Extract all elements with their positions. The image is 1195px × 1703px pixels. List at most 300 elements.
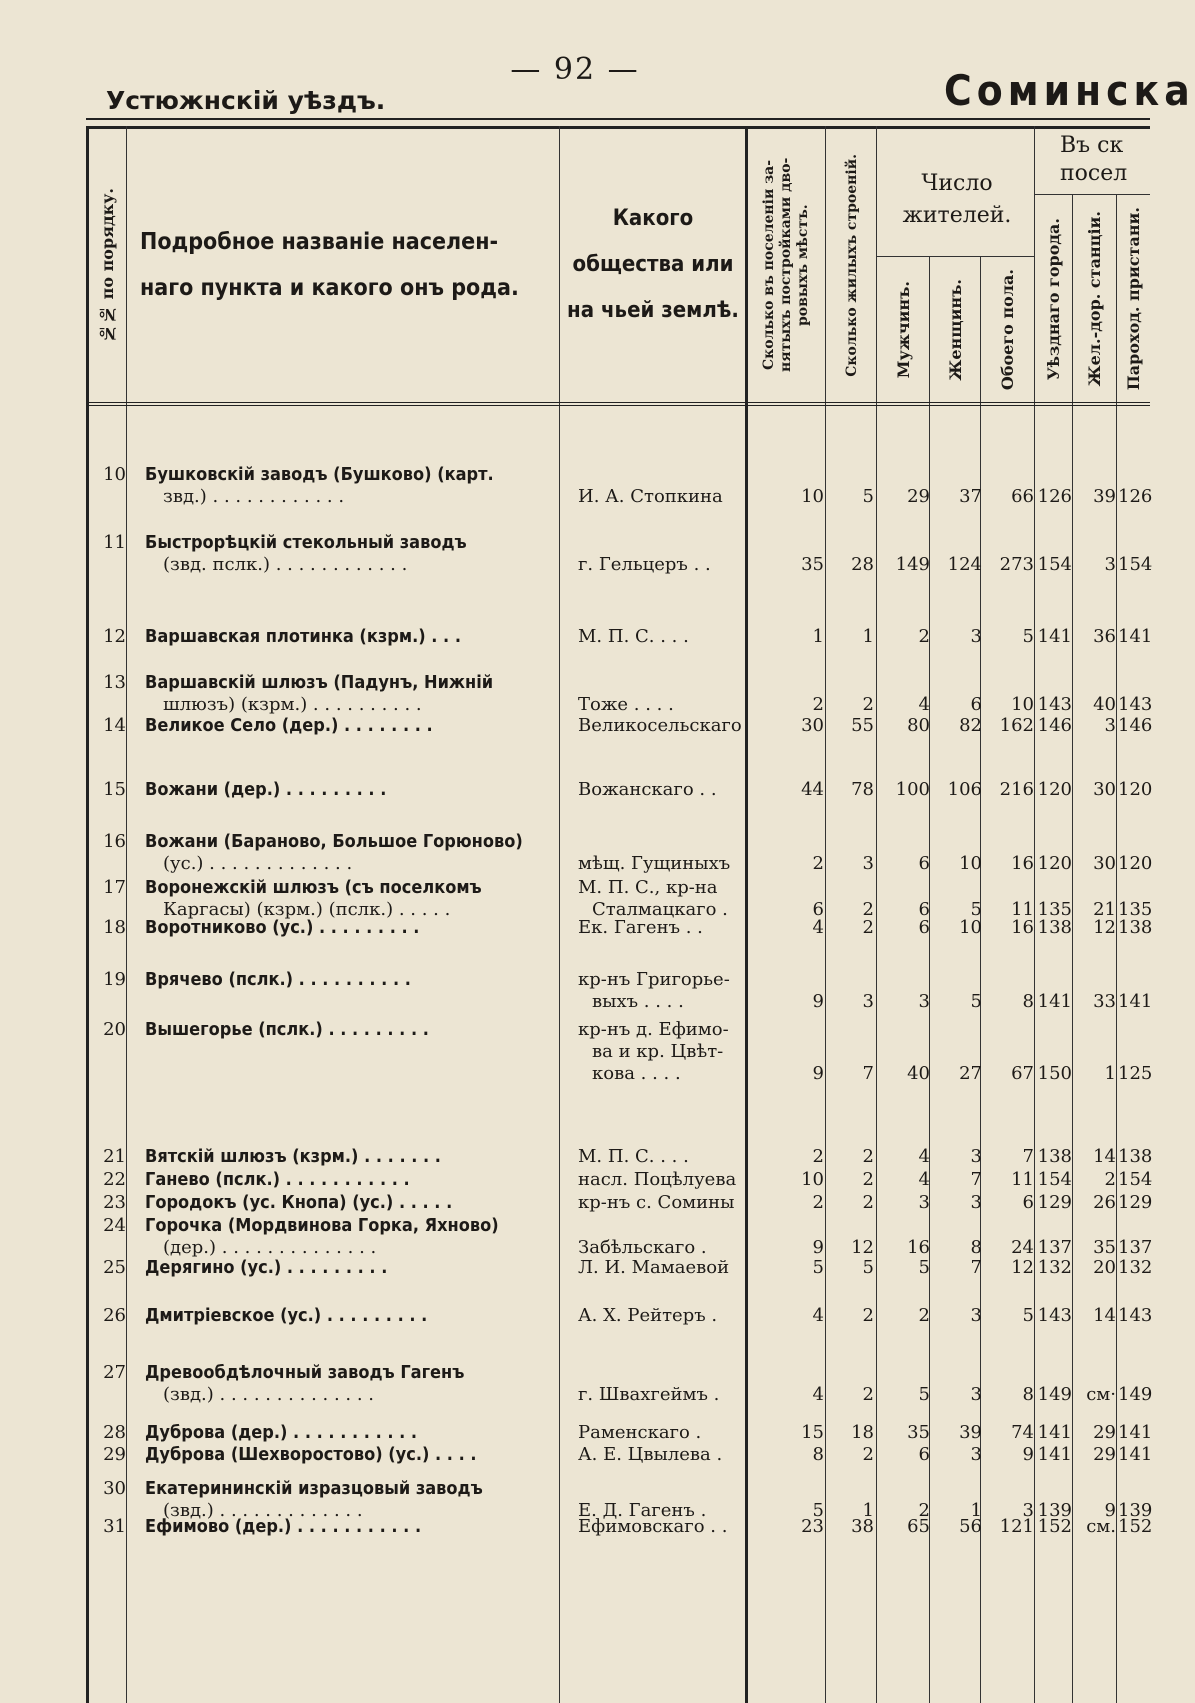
place-name [145, 715, 555, 737]
town-distance: 143 [1037, 1305, 1072, 1326]
buildings-value: 2 [862, 1384, 874, 1405]
rail-distance: 26 [1093, 1192, 1116, 1213]
owner-line: Тоже . . . . [578, 694, 674, 715]
row-number: 25 [103, 1257, 126, 1278]
pier-distance: 141 [1118, 626, 1153, 647]
owner-line: г. Гельцеръ . . [578, 554, 711, 575]
header-num: №№ по порядку. [97, 187, 117, 343]
owner [578, 1257, 746, 1279]
owner-line: Сталмацкаго . [592, 899, 728, 920]
households-value: 2 [812, 1146, 824, 1167]
buildings-value: 2 [862, 1192, 874, 1213]
total-value: 9 [1022, 1444, 1034, 1465]
row-number: 29 [103, 1444, 126, 1465]
row-number: 13 [103, 672, 126, 693]
pier-distance: 129 [1118, 1192, 1153, 1213]
pier-distance: 132 [1118, 1257, 1153, 1278]
owner-line: мѣщ. Гущиныхъ [578, 853, 731, 874]
rail-distance: 9 [1104, 1500, 1116, 1521]
owner [578, 715, 746, 737]
female-value: 10 [959, 917, 982, 938]
buildings-value: 1 [862, 1500, 874, 1521]
place-name-sub: шлюзъ) (кзрм.) . . . . . . . . . . [163, 694, 422, 715]
buildings-value: 12 [851, 1237, 874, 1258]
male-value: 4 [918, 694, 930, 715]
col-line [980, 256, 981, 1703]
pier-distance: 154 [1118, 1169, 1153, 1190]
town-distance: 141 [1037, 1422, 1072, 1443]
header-bottom-rule [86, 402, 1150, 406]
row-number: 16 [103, 831, 126, 852]
households-value: 15 [801, 1422, 824, 1443]
row-number: 15 [103, 779, 126, 800]
male-value: 4 [918, 1146, 930, 1167]
row-number: 27 [103, 1362, 126, 1383]
households-value: 10 [801, 1169, 824, 1190]
households-value: 9 [812, 1237, 824, 1258]
total-value: 7 [1022, 1146, 1034, 1167]
buildings-value: 5 [862, 1257, 874, 1278]
place-name-line: Дуброва (Шехворостово) (ус.) . . . . [145, 1444, 477, 1465]
rail-distance: 30 [1093, 779, 1116, 800]
owner [578, 853, 746, 875]
pier-distance: 126 [1118, 486, 1153, 507]
owner [578, 1019, 746, 1085]
place-name [145, 1444, 555, 1466]
buildings-value: 5 [862, 486, 874, 507]
owner [578, 1237, 746, 1259]
place-name-line: Вышегорье (пслк.) . . . . . . . . . [145, 1019, 429, 1040]
buildings-value: 3 [862, 991, 874, 1012]
rail-distance: 1 [1104, 1063, 1116, 1084]
owner [578, 1169, 746, 1191]
pier-distance: 138 [1118, 917, 1153, 938]
rail-distance: 12 [1093, 917, 1116, 938]
female-value: 5 [970, 899, 982, 920]
buildings-value: 38 [851, 1516, 874, 1537]
place-name-line: Дерягино (ус.) . . . . . . . . . [145, 1257, 388, 1278]
owner [578, 969, 746, 1013]
households-value: 1 [812, 626, 824, 647]
total-value: 216 [999, 779, 1034, 800]
households-value: 44 [801, 779, 824, 800]
total-value: 74 [1011, 1422, 1034, 1443]
place-name [145, 1362, 555, 1406]
owner [578, 554, 746, 576]
households-value: 10 [801, 486, 824, 507]
pier-distance: 137 [1118, 1237, 1153, 1258]
female-value: 39 [959, 1422, 982, 1443]
female-value: 27 [959, 1063, 982, 1084]
rail-distance: 3 [1104, 715, 1116, 736]
owner-line: Е. Д. Гагенъ . [578, 1500, 707, 1521]
place-name [145, 831, 555, 875]
male-value: 2 [918, 626, 930, 647]
male-value: 3 [918, 1192, 930, 1213]
owner [578, 1146, 746, 1168]
owner-line: И. А. Стопкина [578, 486, 723, 507]
female-value: 5 [970, 991, 982, 1012]
header-pier: Пароход. пристани. [1124, 207, 1143, 391]
total-value: 16 [1011, 853, 1034, 874]
households-value: 4 [812, 1305, 824, 1326]
place-name-line: Ганево (пслк.) . . . . . . . . . . . [145, 1169, 410, 1190]
place-name [145, 626, 555, 648]
town-distance: 141 [1037, 1444, 1072, 1465]
place-name-line: Вятскій шлюзъ (кзрм.) . . . . . . . [145, 1146, 441, 1167]
col-line [559, 126, 560, 1703]
rail-distance: 20 [1093, 1257, 1116, 1278]
households-value: 9 [812, 991, 824, 1012]
owner-line: Раменскаго . [578, 1422, 702, 1443]
male-value: 6 [918, 917, 930, 938]
header-name: Подробное названіе населен- наго пункта и какого онъ рода. [140, 229, 519, 301]
place-name-line: Быстрорѣцкій стекольный заводъ [145, 532, 467, 553]
female-value: 10 [959, 853, 982, 874]
district-title: Устюжнскій уѣздъ. [106, 86, 386, 115]
total-value: 11 [1011, 1169, 1034, 1190]
owner [578, 486, 746, 508]
rail-distance: 40 [1093, 694, 1116, 715]
place-name-line: Ефимово (дер.) . . . . . . . . . . . [145, 1516, 422, 1537]
buildings-value: 1 [862, 626, 874, 647]
female-value: 6 [970, 694, 982, 715]
owner-line: М. П. С. . . . [578, 1146, 689, 1167]
female-value: 124 [947, 554, 982, 575]
place-name-line: Воронежскій шлюзъ (съ поселкомъ [145, 877, 482, 898]
rail-distance: 36 [1093, 626, 1116, 647]
volost-title: Соминска [944, 66, 1195, 115]
town-distance: 150 [1037, 1063, 1072, 1084]
total-value: 10 [1011, 694, 1034, 715]
owner-line: кр-нъ Григорье- [578, 969, 730, 990]
place-name [145, 1169, 555, 1191]
pier-distance: 138 [1118, 1146, 1153, 1167]
buildings-value: 55 [851, 715, 874, 736]
female-value: 7 [970, 1169, 982, 1190]
owner [578, 1444, 746, 1466]
total-value: 24 [1011, 1237, 1034, 1258]
place-name-sub: (ус.) . . . . . . . . . . . . . [163, 853, 353, 874]
owner-line: М. П. С., кр-на [578, 877, 718, 898]
total-value: 162 [999, 715, 1034, 736]
rail-distance: 29 [1093, 1444, 1116, 1465]
female-value: 82 [959, 715, 982, 736]
rail-distance: 29 [1093, 1422, 1116, 1443]
row-number: 19 [103, 969, 126, 990]
rail-distance: 21 [1093, 899, 1116, 920]
female-value: 7 [970, 1257, 982, 1278]
male-value: 4 [918, 1169, 930, 1190]
buildings-value: 2 [862, 1444, 874, 1465]
col-line [126, 126, 127, 1703]
place-name-sub: (звд. пслк.) . . . . . . . . . . . . [163, 554, 408, 575]
households-value: 2 [812, 1192, 824, 1213]
place-name-line: Варшавская плотинка (кзрм.) . . . [145, 626, 461, 647]
place-name-line: Воротниково (ус.) . . . . . . . . . [145, 917, 420, 938]
rail-distance: 14 [1093, 1305, 1116, 1326]
header-owner: Какого общества или на чьей землѣ. [567, 206, 739, 323]
town-distance: 135 [1037, 899, 1072, 920]
buildings-value: 7 [862, 1063, 874, 1084]
male-value: 5 [918, 1384, 930, 1405]
female-value: 106 [947, 779, 982, 800]
owner-line: А. Е. Цвылева . [578, 1444, 723, 1465]
buildings-value: 2 [862, 1146, 874, 1167]
owner [578, 1422, 746, 1444]
place-name-line: Горочка (Мордвинова Горка, Яхново) [145, 1215, 499, 1236]
buildings-value: 2 [862, 1305, 874, 1326]
pier-distance: 120 [1118, 779, 1153, 800]
male-value: 3 [918, 991, 930, 1012]
header-buildings: Сколько жилыхъ строеній. [844, 153, 860, 377]
male-value: 5 [918, 1257, 930, 1278]
owner-line: Забѣльскаго . [578, 1237, 707, 1258]
owner-line: М. П. С. . . . [578, 626, 689, 647]
total-value: 6 [1022, 1192, 1034, 1213]
row-number: 30 [103, 1478, 126, 1499]
town-distance: 126 [1037, 486, 1072, 507]
male-value: 35 [907, 1422, 930, 1443]
place-name-line: Дуброва (дер.) . . . . . . . . . . . [145, 1422, 418, 1443]
town-distance: 120 [1037, 853, 1072, 874]
buildings-value: 2 [862, 899, 874, 920]
female-value: 1 [970, 1500, 982, 1521]
col-line [929, 256, 930, 1703]
row-number: 11 [103, 532, 126, 553]
households-value: 8 [812, 1444, 824, 1465]
owner [578, 779, 746, 801]
buildings-value: 2 [862, 1169, 874, 1190]
pier-distance: 149 [1118, 1384, 1153, 1405]
pier-distance: 120 [1118, 853, 1153, 874]
households-value: 2 [812, 853, 824, 874]
total-value: 273 [999, 554, 1034, 575]
households-value: 30 [801, 715, 824, 736]
male-value: 29 [907, 486, 930, 507]
female-value: 3 [970, 1305, 982, 1326]
owner-line: Великосельскаго [578, 715, 742, 736]
place-name-sub: (звд.) . . . . . . . . . . . . . . [163, 1384, 375, 1405]
town-distance: 132 [1037, 1257, 1072, 1278]
place-name [145, 779, 555, 801]
female-value: 3 [970, 1384, 982, 1405]
owner-line: кр-нъ д. Ефимо- [578, 1019, 729, 1040]
pier-distance: 154 [1118, 554, 1153, 575]
male-value: 16 [907, 1237, 930, 1258]
place-name-line: Городокъ (ус. Кнопа) (ус.) . . . . . [145, 1192, 453, 1213]
male-value: 6 [918, 899, 930, 920]
male-value: 65 [907, 1516, 930, 1537]
place-name-line: Врячево (пслк.) . . . . . . . . . . [145, 969, 411, 990]
place-name-sub: (дер.) . . . . . . . . . . . . . . [163, 1237, 377, 1258]
col-line [1034, 126, 1035, 1703]
header-rail: Жел.-дор. станціи. [1085, 211, 1104, 387]
rail-distance: см. [1086, 1516, 1116, 1537]
place-name-sub: Каргасы) (кзрм.) (пслк.) . . . . . [163, 899, 451, 920]
male-value: 100 [895, 779, 930, 800]
place-name [145, 1422, 555, 1444]
owner [578, 877, 746, 921]
row-number: 14 [103, 715, 126, 736]
female-value: 37 [959, 486, 982, 507]
header-inhabitants: Число жителей. [902, 171, 1012, 228]
pier-distance: 139 [1118, 1500, 1153, 1521]
town-distance: 137 [1037, 1237, 1072, 1258]
households-value: 9 [812, 1063, 824, 1084]
owner-line: А. Х. Рейтеръ . [578, 1305, 718, 1326]
rail-distance: 2 [1104, 1169, 1116, 1190]
row-number: 21 [103, 1146, 126, 1167]
female-value: 8 [970, 1237, 982, 1258]
buildings-value: 2 [862, 694, 874, 715]
households-value: 5 [812, 1257, 824, 1278]
owner-line: Л. И. Мамаевой [578, 1257, 730, 1278]
place-name-line: Великое Село (дер.) . . . . . . . . [145, 715, 433, 736]
rail-distance: 30 [1093, 853, 1116, 874]
place-name [145, 1019, 555, 1041]
owner-line: кова . . . . [592, 1063, 681, 1084]
total-value: 16 [1011, 917, 1034, 938]
buildings-value: 78 [851, 779, 874, 800]
row-number: 10 [103, 464, 126, 485]
top-rule [86, 118, 1150, 120]
town-distance: 154 [1037, 1169, 1072, 1190]
row-number: 24 [103, 1215, 126, 1236]
total-value: 121 [999, 1516, 1034, 1537]
col-line [825, 126, 826, 1703]
pier-distance: 143 [1118, 694, 1153, 715]
buildings-value: 2 [862, 917, 874, 938]
rail-distance: 39 [1093, 486, 1116, 507]
place-name-line: Дмитріевское (ус.) . . . . . . . . . [145, 1305, 428, 1326]
row-number: 18 [103, 917, 126, 938]
pier-distance: 143 [1118, 1305, 1153, 1326]
rail-distance: 3 [1104, 554, 1116, 575]
owner-line: выхъ . . . . [592, 991, 684, 1012]
buildings-value: 3 [862, 853, 874, 874]
total-value: 11 [1011, 899, 1034, 920]
rail-distance: 35 [1093, 1237, 1116, 1258]
place-name [145, 877, 555, 921]
row-number: 31 [103, 1516, 126, 1537]
male-value: 40 [907, 1063, 930, 1084]
place-name-sub: (звд.) . . . . . . . . . . . . . [163, 1500, 363, 1521]
row-number: 22 [103, 1169, 126, 1190]
place-name [145, 1215, 555, 1259]
owner [578, 694, 746, 716]
pier-distance: 152 [1118, 1516, 1153, 1537]
place-name-line: Бушковскій заводъ (Бушково) (карт. [145, 464, 494, 485]
total-value: 66 [1011, 486, 1034, 507]
header-male: Мужчинъ. [893, 281, 913, 379]
households-value: 23 [801, 1516, 824, 1537]
buildings-value: 18 [851, 1422, 874, 1443]
place-name-sub: звд.) . . . . . . . . . . . . [163, 486, 345, 507]
rail-distance: см· [1086, 1384, 1116, 1405]
header-distance: Въ ск посел [1060, 133, 1128, 186]
town-distance: 154 [1037, 554, 1072, 575]
pier-distance: 141 [1118, 1422, 1153, 1443]
owner-line: г. Швахгеймъ . [578, 1384, 720, 1405]
row-number: 28 [103, 1422, 126, 1443]
header-subline [876, 256, 1034, 257]
pier-distance: 141 [1118, 991, 1153, 1012]
total-value: 5 [1022, 1305, 1034, 1326]
row-number: 26 [103, 1305, 126, 1326]
male-value: 2 [918, 1305, 930, 1326]
town-distance: 146 [1037, 715, 1072, 736]
town-distance: 138 [1037, 917, 1072, 938]
owner-line: насл. Поцѣлуева [578, 1169, 737, 1190]
row-number: 12 [103, 626, 126, 647]
col-line [1072, 194, 1073, 1703]
households-value: 4 [812, 1384, 824, 1405]
place-name [145, 1516, 555, 1538]
header-households: Сколько въ поселеніи за- нятыхъ постройками дво- ровыхъ мѣстъ. [761, 157, 811, 373]
place-name [145, 464, 555, 508]
female-value: 3 [970, 1192, 982, 1213]
pier-distance: 146 [1118, 715, 1153, 736]
households-value: 6 [812, 899, 824, 920]
owner [578, 917, 746, 939]
female-value: 3 [970, 1146, 982, 1167]
place-name [145, 532, 555, 576]
place-name-line: Древообдѣлочный заводъ Гагенъ [145, 1362, 465, 1383]
owner [578, 1516, 746, 1538]
owner-line: Ек. Гагенъ . . [578, 917, 703, 938]
place-name-line: Екатерининскій изразцовый заводъ [145, 1478, 483, 1499]
pier-distance: 125 [1118, 1063, 1153, 1084]
owner-line: Ефимовскаго . . [578, 1516, 728, 1537]
town-distance: 120 [1037, 779, 1072, 800]
male-value: 6 [918, 853, 930, 874]
female-value: 3 [970, 1444, 982, 1465]
male-value: 80 [907, 715, 930, 736]
place-name [145, 1192, 555, 1214]
total-value: 8 [1022, 1384, 1034, 1405]
col-line [876, 126, 877, 1703]
owner-line: Вожанскаго . . [578, 779, 717, 800]
owner [578, 1384, 746, 1406]
town-distance: 143 [1037, 694, 1072, 715]
total-value: 8 [1022, 991, 1034, 1012]
place-name [145, 1305, 555, 1327]
col-line [1116, 194, 1117, 1703]
households-value: 5 [812, 1500, 824, 1521]
owner [578, 1305, 746, 1327]
place-name [145, 969, 555, 991]
header-town: Уѣзднаго города. [1044, 217, 1063, 381]
buildings-value: 28 [851, 554, 874, 575]
town-distance: 141 [1037, 626, 1072, 647]
place-name [145, 1146, 555, 1168]
town-distance: 152 [1037, 1516, 1072, 1537]
row-number: 17 [103, 877, 126, 898]
row-number: 23 [103, 1192, 126, 1213]
pier-distance: 135 [1118, 899, 1153, 920]
total-value: 3 [1022, 1500, 1034, 1521]
town-distance: 129 [1037, 1192, 1072, 1213]
town-distance: 139 [1037, 1500, 1072, 1521]
owner-line: ва и кр. Цвѣт- [592, 1041, 724, 1062]
male-value: 149 [895, 554, 930, 575]
owner [578, 626, 746, 648]
owner [578, 1192, 746, 1214]
households-value: 2 [812, 694, 824, 715]
place-name [145, 1257, 555, 1279]
town-distance: 149 [1037, 1384, 1072, 1405]
